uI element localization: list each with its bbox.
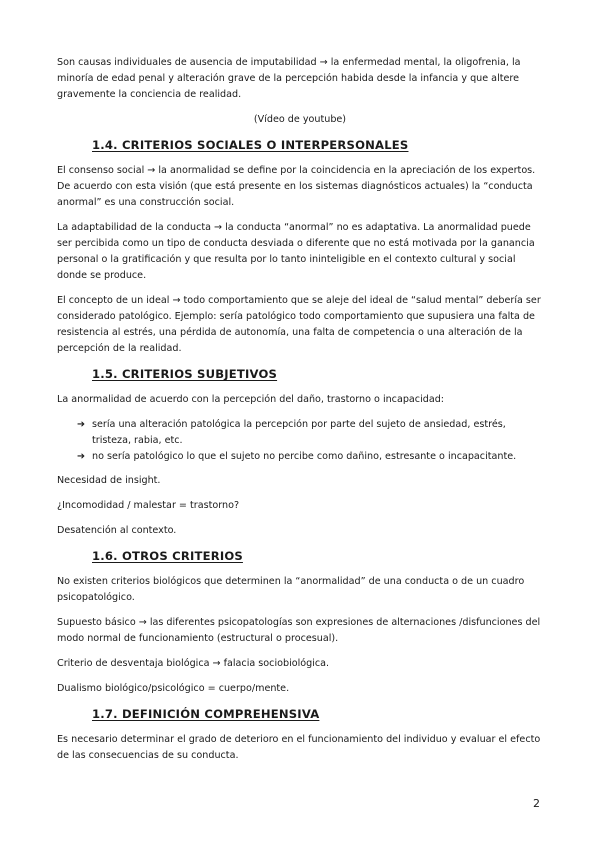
video-note: (Vídeo de youtube) [253,114,347,125]
paragraph: Es necesario determinar el grado de deterioro en el funcionamiento del individuo y evaluar el efecto de las consecuencias de su conducta. [57,734,541,761]
paragraph: ¿Incomodidad / malestar = trastorno? [57,500,240,511]
page-content [57,55,543,773]
arrow-bullet-icon: ➔ [77,451,86,462]
paragraph: La adaptabilidad de la conducta → la conducta “anormal” no es adaptativa. La anormalidad puede ser percibida como un tipo de conducta desviada o diferente que no está motivada por la ganancia personal o la gratificación y que resulta por lo tanto ininteligible en el contexto cultural y social donde se produce. [57,222,535,281]
paragraph: El consenso social → la anormalidad se define por la coincidencia en la apreciación de los expertos. De acuerdo con esta visión (que está presente en los sistemas diagnósticos actuales) la “conducta anormal” es una construcción social. [57,165,536,208]
list-item [77,449,543,465]
paragraph: Son causas individuales de ausencia de imputabilidad → la enfermedad mental, la oligofrenia, la minoría de edad penal y alteración grave de la percepción habida desde la infancia y que altere gravemente la conciencia de realidad. [57,57,521,100]
paragraph: Desatención al contexto. [57,525,177,536]
paragraph: Dualismo biológico/psicológico = cuerpo/mente. [57,683,290,694]
paragraph: Supuesto básico → las diferentes psicopatologías son expresiones de alternaciones /disfunciones del modo normal de funcionamiento (estructural o procesual). [57,617,541,644]
list-item-text: no sería patológico lo que el sujeto no percibe como dañino, estresante o incapacitante. [92,451,517,462]
list-item [77,417,543,449]
section-heading-1-5: 1.5. CRITERIOS SUBJETIVOS [92,367,278,381]
paragraph: Necesidad de insight. [57,475,161,486]
paragraph: No existen criterios biológicos que determinen la “anormalidad” de una conducta o de un cuadro psicopatológico. [57,576,525,603]
section-heading-1-4: 1.4. CRITERIOS SOCIALES O INTERPERSONALES [92,138,409,152]
paragraph: La anormalidad de acuerdo con la percepción del daño, trastorno o incapacidad: [57,394,445,405]
paragraph: El concepto de un ideal → todo comportamiento que se aleje del ideal de “salud mental” debería ser considerado patológico. Ejemplo: sería patológico todo comportamiento que supusiera una falta de resistencia al estrés, una pérdida de autonomía, una falta de competencia o una alteración de la percepción de la realidad. [57,295,541,354]
list-item-text: sería una alteración patológica la percepción por parte del sujeto de ansiedad, estrés, tristeza, rabia, etc. [92,419,506,446]
paragraph: Criterio de desventaja biológica → falacia sociobiológica. [57,658,330,669]
arrow-bullet-icon: ➔ [77,419,86,430]
bullet-list [57,417,543,465]
page-number: 2 [533,797,540,810]
section-heading-1-7: 1.7. DEFINICIÓN COMPREHENSIVA [92,707,320,721]
section-heading-1-6: 1.6. OTROS CRITERIOS [92,549,243,563]
